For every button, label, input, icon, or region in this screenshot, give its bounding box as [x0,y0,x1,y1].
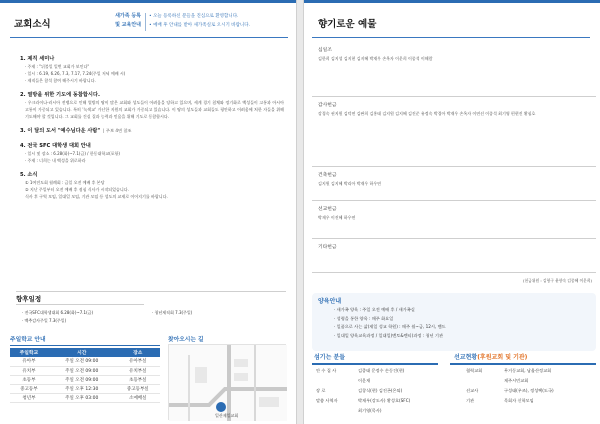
servers-heading: 섬기는 분들 [314,354,346,361]
news-item-title: 4. 전국 SFC 대학생 대회 안내 [20,143,91,149]
table-cell: 주일 오전 09:00 [48,357,116,366]
news-item-line: · 일시 및 장소 : 6.28(화)~7.1(금) / 한동대학교(포항) [25,151,120,156]
news-item-line: ② 지난 주일부터 오전 예배 후 점심 식사가 시작되었습니다. [25,187,129,192]
offering-label: 선교헌금 [318,207,337,212]
server-role: 장 로 [316,388,326,393]
offering-group [312,201,596,239]
newcomer-tag-line-1: 새가족 등록 [115,13,141,19]
offering-names: 김지원 김지혜 박리아 박재우 하우연 [318,181,382,186]
table-cell: 유치부 [10,366,48,375]
week-top-rule [16,291,286,292]
discipleship-item: · 새가족 양육 : 주일 오전 예배 후 / 새가족실 [334,307,415,312]
newcomer-note-2: • 예배 후 안내를 받아 새가족실로 오시기 바랍니다. [149,23,251,28]
news-item-line: · 주제 : 너희는 내 백성을 위로하라 [25,158,86,163]
mission-names: 제주시민교회 [504,378,529,383]
table-cell: 중고등부 [10,384,48,393]
table-row [10,384,160,393]
discipleship-item: · 일대일 양육교육과정 / 일대일(멘토&멘티)과정 : 청년 기관 [334,332,443,338]
server-names: 이운재 [358,378,371,383]
binding-gutter [296,0,304,424]
news-item-line: 식사 후 구역 모임, 일대일 모임, 기관 모임 등 성도의 교제로 이어지기를 바랍니다. [25,194,168,199]
server-role: 말씀 사역자 [316,398,338,403]
server-names: 최기영(목사) [358,408,382,413]
table-row [10,393,160,402]
offering-rule [312,37,590,38]
news-item-title: 3. 이 달의 도서 "예수님다운 사람" | 주보 4면 참조 [20,128,132,134]
offering-group [312,42,596,97]
news-item-line: · 제직들은 참석 참여 해주시기 바랍니다. [25,78,96,83]
news-item [20,171,284,200]
newcomer-tag [101,12,141,30]
table-cell: 주일 오전 09:00 [48,366,116,375]
discipleship-item: · 성령을 통한 양육 : 매주 화요일 [334,315,394,321]
col-header: 장소 [116,348,160,357]
news-item [20,142,284,164]
discipleship-title: 양육안내 [318,298,342,305]
mission-names: 구성태(우즈), 정성택(도국) [504,388,554,393]
newcomer-notes [149,12,291,30]
table-cell: 청년부 [10,393,48,402]
mission-type: 협력교회 [466,368,483,373]
page-title: 교회소식 [14,19,51,30]
col-header: 주일학교 [10,348,48,357]
news-item-title: 2. 열방을 위한 기도에 동참합시다. [20,92,100,98]
offering-group [312,239,596,273]
offering-names: 강경숙 권지원 김덕연 김판희 김홍태 김지원 김지혜 김진준 유정숙 박경아 박재우 손옥자 이연선 이종석 최기영 편현진 황심호 [318,111,536,116]
news-item-line: ① 1여전도회 월례회 : 금일 오전 예배 후 본당 [25,180,105,185]
map-church-label: 일산제일교회 [215,413,239,418]
offering-title: 향기로운 예물 [318,19,377,30]
table-cell: 주일 오전 09:00 [48,375,116,384]
schedule-item-2: · 청년제직회 7.3(주일) [152,310,193,315]
header-separator [145,13,146,31]
discipleship-box [312,293,596,351]
newcomer-tag-line-2: 및 교육안내 [115,22,141,28]
mission-names: 무거동교회, 남울산정교회 [504,368,552,373]
news-item-line: · 일시 : 6.19, 6.26, 7.3, 7.17, 7.24(주일 저녁 예배 시) [25,71,126,76]
offering-committee: (헌금위원 : 김형구 윤향숙 김종혜 이운희) [523,278,592,283]
table-cell: 유아부실 [116,357,160,366]
table-row [10,375,160,384]
schedule-heading-rule [16,304,144,305]
server-names: 김종태 문정수 손동건(현) [358,368,405,373]
offering-label: 십일조 [318,48,332,53]
server-role: 안 수 집 사 [316,368,337,373]
news-item-paragraph: · 우크라이나-러시아 전쟁으로 인해 열방의 땅이 많은 교회와 성도들이 어려움을 당하고 있으며, 세계 경기 침체와 정기화로 백성들이 고통과 아시아 고통이 가중되고 있습니다. 특히 '녹색교' 가난한 지원의 교회가 가중되고 있습니다. 이 땅의 성도들과 교회들도 평안하고 어려움에 처한 자들을 위해 기도해야 할 것입니다. 그 교회를 건실 질과 능력과 믿음을 위해 기도로 동참합시다. [25,100,284,119]
schedule-item-1: · 전국SFC대학생대회 6.28(화)~7.1(금) [22,310,94,315]
offering-label: 건축헌금 [318,173,337,178]
table-cell: 주일 오후 03:00 [48,393,116,402]
offering-names: 박재우 이진혜 하우연 [318,215,356,220]
offering-group [312,167,596,201]
right-top-band [304,0,600,3]
table-cell: 유치부실 [116,366,160,375]
offering-names: 김한희 김지성 김지현 김지혜 박재우 손옥자 이운희 이종석 이해람 [318,56,433,61]
header-rule [10,37,288,38]
newcomer-note-1: • 오늘 등록하신 분들을 진심으로 환영합니다. [149,14,239,19]
left-page [0,0,296,424]
missions-heading-main: 선교현황 [454,354,478,361]
news-item [20,55,284,84]
offering-group [312,97,596,167]
church-location-pin [216,402,226,412]
mission-type: 선교사 [466,388,479,393]
table-row [10,357,160,366]
col-header: 시간 [48,348,116,357]
mission-names: 목회자 신학모임 [504,398,534,403]
table-row [10,366,160,375]
servers-rule [312,363,438,365]
sunday-school-table [10,348,160,403]
right-page [304,0,600,424]
table-cell: 소예배실 [116,393,160,402]
server-names: 박재우(강도사) 황성호(SFC) [358,398,411,403]
news-list [20,55,284,207]
news-item-line: · 주제 : "뒤불일 일번 교회가 보인다" [25,64,90,69]
discipleship-item: · 일품으로 사는 삶(제일 성교 학원) : 매주 월~금, 12시, 밴드 [334,324,446,329]
sunday-school-heading: 주일학교 안내 [10,334,160,346]
missions-rule [450,363,596,365]
table-header-row [10,348,160,357]
directions-map [168,344,286,420]
server-names: 김창식(현) 김진곤(은퇴) [358,388,403,393]
left-top-band [0,0,296,3]
table-cell: 유아부 [10,357,48,366]
schedule-item-3: · 맥추감사주일 7.3(주일) [22,318,67,323]
map-graphic [169,345,287,421]
news-item-title: 5. 소식 [20,172,38,178]
table-cell: 초등부실 [116,375,160,384]
offering-label: 기타헌금 [318,245,337,250]
discipleship-list [334,306,446,340]
table-cell: 중고등부실 [116,384,160,393]
directions-heading: 찾아오시는 길 [168,337,204,343]
news-item [20,127,284,135]
offering-label: 감사헌금 [318,103,337,108]
table-cell: 초등부 [10,375,48,384]
news-item [20,91,284,120]
missions-heading-sub: (후원교회 및 기관) [477,354,528,361]
news-item-note: | 주보 4면 참조 [103,128,132,133]
table-cell: 주일 오후 12:30 [48,384,116,393]
schedule-heading: 향후일정 [16,295,42,303]
mission-type: 기관 [466,398,475,403]
news-item-title: 1. 제직 세미나 [20,56,55,62]
